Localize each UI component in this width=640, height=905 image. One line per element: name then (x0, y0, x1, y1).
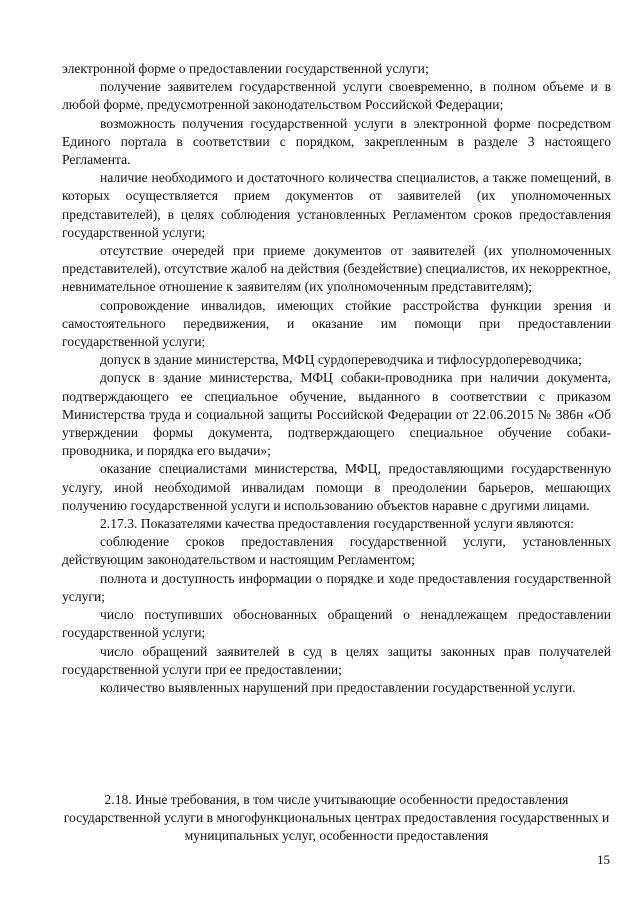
section-heading: 2.18. Иные требования, в том числе учитывающие особенности предоставления государственной услуги в многофункциональных центрах предоставления государственных и муниципальных услуг, особенности предоставления (63, 792, 610, 844)
paragraph-11: соблюдение сроков предоставления государственной услуги, установленных действующим законодательством и настоящим Регламентом; (62, 534, 611, 568)
page-number: 15 (597, 852, 610, 867)
paragraph-9: оказание специалистами министерства, МФЦ, предоставляющими государственную услугу, иной необходимой инвалидам помощи в преодолении барьеров, мешающих получению государственной услуги и использованию объектов наравне с другими лицами. (62, 461, 611, 513)
paragraph-3: возможность получения государственной услуги в электронной форме посредством Единого портала в соответствии с порядком, закрепленным в разделе 3 настоящего Регламента. (62, 115, 611, 168)
paragraph-5: отсутствие очередей при приеме документов от заявителей (их уполномоченных представителей), отсутствие жалоб на действия (бездействие) специалистов, их некорректное, невнимательное отношение к заявителям (их уполномоченным представителям); (62, 243, 611, 295)
paragraph-10: 2.17.3. Показателями качества предоставления государственной услуги являются: (100, 516, 574, 532)
paragraph-13: число поступивших обоснованных обращений о ненадлежащем предоставлении государственной услуги; (62, 607, 611, 641)
paragraph-2: получение заявителем государственной услуги своевременно, в полном объеме и в любой форме, предусмотренной законодательством Российской Федерации; (62, 79, 611, 113)
paragraph-14: число обращений заявителей в суд в целях защиты законных прав получателей государственной услуги при ее предоставлении; (62, 643, 611, 677)
paragraph-6: сопровождение инвалидов, имеющих стойкие расстройства функции зрения и самостоятельного передвижения, и оказание им помощи при предоставлении государственной услуги; (62, 297, 611, 350)
paragraph-8: допуск в здание министерства, МФЦ собаки-проводника при наличии документа, подтверждающего ее специальное обучение, выданного в соответствии с приказом Министерства труда и социальной защиты Российской Федерации от 22.06.2015 № 386н «Об утверждении формы документа, подтверждающего специальное обучение собаки-проводника, и порядка его выдачи»; (62, 370, 611, 459)
paragraph-15: количество выявленных нарушений при предоставлении государственной услуги. (100, 679, 576, 695)
paragraph-1: электронной форме о предоставлении государственной услуги; (62, 61, 429, 76)
paragraph-4: наличие необходимого и достаточного количества специалистов, а также помещений, в которых осуществляется прием документов от заявителей (их уполномоченных представителей), в целях соблюдения установленных Регламентом сроков предоставления государственной услуги; (62, 170, 611, 240)
paragraph-7: допуск в здание министерства, МФЦ сурдопереводчика и тифлосурдопереводчика; (100, 352, 582, 368)
paragraph-12: полнота и доступность информации о порядке и ходе предоставления государственной услуги; (62, 570, 611, 604)
body-text (62, 60, 611, 697)
